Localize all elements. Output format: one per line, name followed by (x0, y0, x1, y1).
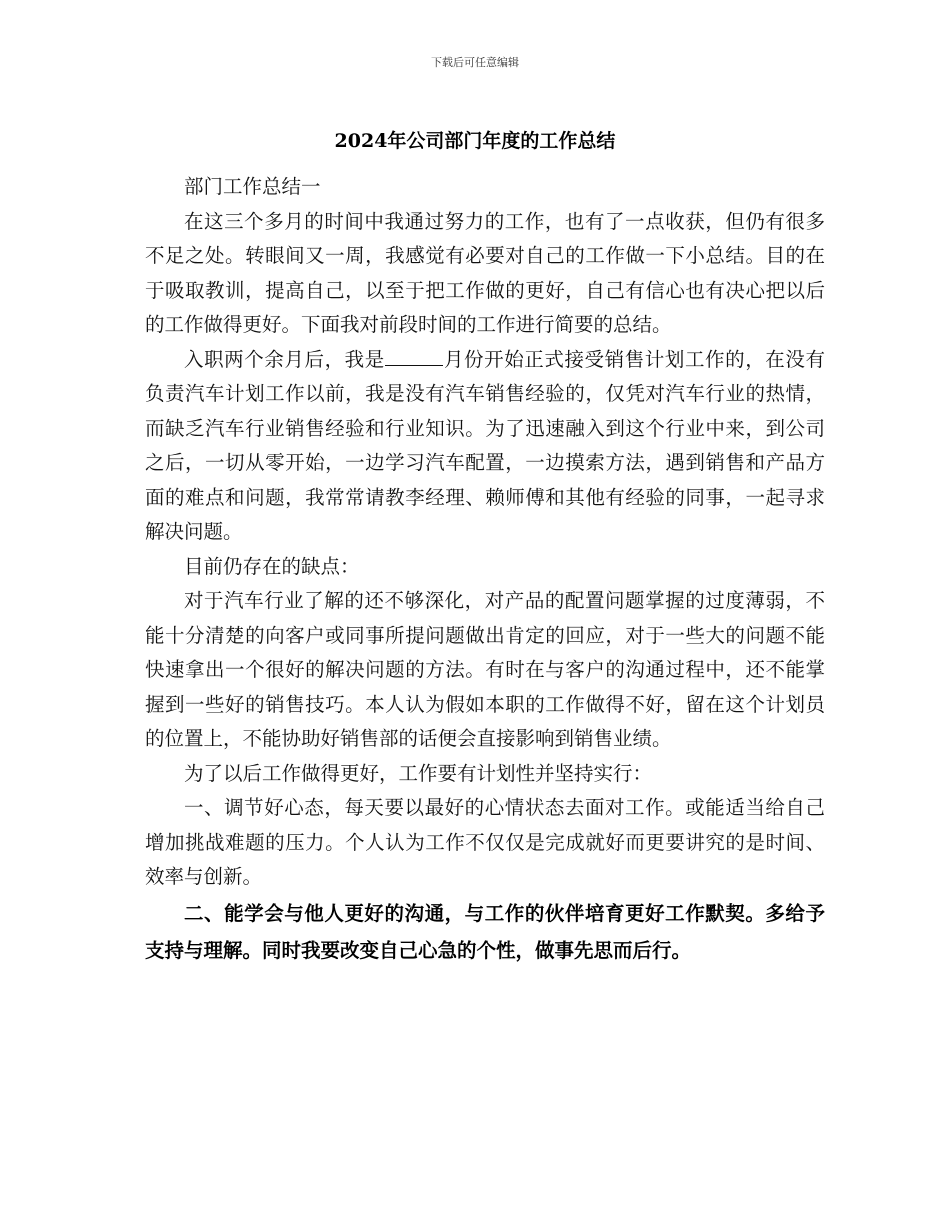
shortcomings-heading-paragraph: 目前仍存在的缺点： (184, 554, 360, 578)
onboarding-text-after: 月份开始正式接受销售计划工作的，在没有负责汽车计划工作以前，我是没有汽车销售经验的，仅凭对汽车行业的热情，而缺乏汽车行业销售经验和行业知识。为了迅速融入到这个行业中来，到公司之后，一切从零开始，一边学习汽车配置，一边摸索方法，遇到销售和产品方面的难点和问题，我常常请教李经理、赖师傅和其他有经验的同事，一起寻求解决问题。 (145, 347, 825, 543)
onboarding-paragraph (145, 343, 825, 550)
plan-item-2-paragraph: 二、能学会与他人更好的沟通，与工作的伙伴培育更好工作默契。多给予支持与理解。同时我要改变自己心急的个性，做事先思而后行。 (145, 901, 825, 962)
shortcomings-paragraph: 对于汽车行业了解的还不够深化，对产品的配置问题掌握的过度薄弱，不能十分清楚的向客户或同事所提问题做出肯定的回应，对于一些大的问题不能快速拿出一个很好的解决问题的方法。有时在与客户的沟通过程中，还不能掌握到一些好的销售技巧。本人认为假如本职的工作做得不好，留在这个计划员的位置上，不能协助好销售部的话便会直接影响到销售业绩。 (145, 589, 825, 750)
onboarding-text-before: 入职两个余月后，我是 (184, 347, 385, 371)
section-heading-paragraph: 部门工作总结一 (184, 175, 321, 198)
intro-paragraph: 在这三个多月的时间中我通过努力的工作，也有了一点收获，但仍有很多不足之处。转眼间又一周，我感觉有必要对自己的工作做一下小总结。目的在于吸取教训，提高自己，以至于把工作做的更好，自己有信心也有决心把以后的工作做得更好。下面我对前段时间的工作进行简要的总结。 (145, 209, 825, 336)
plan-item-1-paragraph: 一、调节好心态，每天要以最好的心情状态去面对工作。或能适当给自己增加挑战难题的压力。个人认为工作不仅仅是完成就好而更要讲究的是时间、效率与创新。 (145, 796, 825, 888)
fill-in-blank (385, 345, 444, 366)
header-note: 下载后可任意编辑 (431, 56, 519, 69)
document-body (145, 170, 825, 969)
plan-heading-paragraph: 为了以后工作做得更好，工作要有计划性并坚持实行： (184, 761, 653, 785)
document-title: 2024年公司部门年度的工作总结 (334, 130, 616, 152)
